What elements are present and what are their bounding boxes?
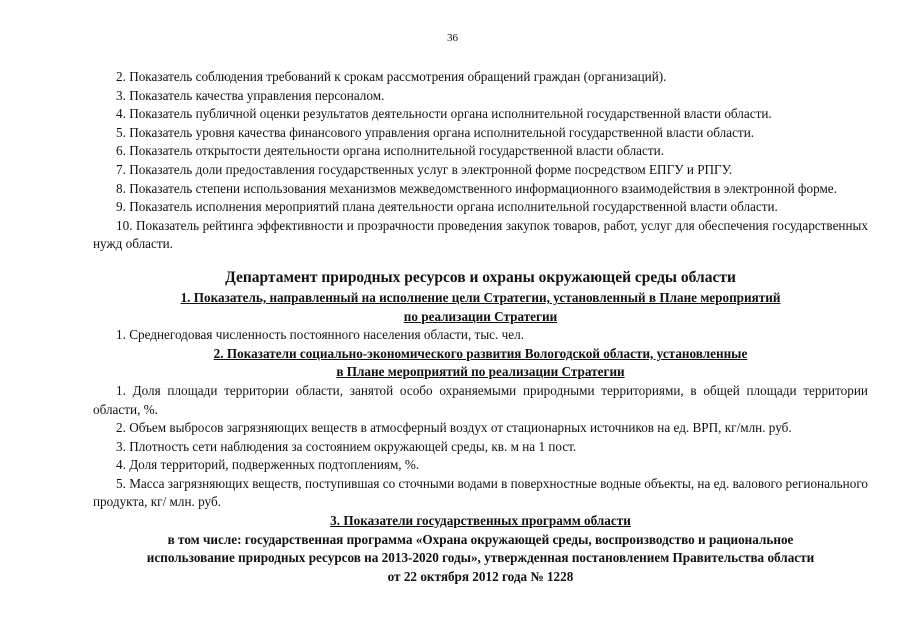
- list-item: 7. Показатель доли предоставления государственных услуг в электронной форме посредством ЕПГУ и РПГУ.: [116, 161, 733, 177]
- section2-item: 4. Доля территорий, подверженных подтоплениям, %.: [116, 457, 420, 473]
- section2-item: 5. Масса загрязняющих веществ, поступившая со сточными водами в поверхностные водные объекты, на ед. валового регионального продукта, кг/ млн. руб.: [93, 475, 868, 510]
- list-item: 2. Показатель соблюдения требований к срокам рассмотрения обращений граждан (организаций).: [116, 69, 667, 84]
- document-body: [93, 68, 868, 586]
- list-item: 4. Показатель публичной оценки результатов деятельности органа исполнительной государственной власти области.: [116, 106, 772, 122]
- section2-item: 1. Доля площади территории области, занятой особо охраняемыми природными территориями, в общей площади территории области, %.: [93, 382, 868, 417]
- program-line2: использование природных ресурсов на 2013-2020 годы», утвержденная постановлением Правительства области: [146, 550, 815, 566]
- section2-item: 2. Объем выбросов загрязняющих веществ в атмосферный воздух от стационарных источников на ед. ВРП, кг/млн. руб.: [116, 420, 792, 436]
- department-title: Департамент природных ресурсов и охраны окружающей среды области: [225, 268, 736, 286]
- section1-title-line1: 1. Показатель, направленный на исполнение цели Стратегии, установленный в Плане мероприятий: [180, 289, 781, 305]
- list-item: 3. Показатель качества управления персоналом.: [116, 87, 385, 103]
- list-item: 10. Показатель рейтинга эффективности и прозрачности проведения закупок товаров, работ, услуг для обеспечения государственных нужд области.: [93, 217, 868, 252]
- list-item: 6. Показатель открытости деятельности органа исполнительной государственной власти области.: [116, 143, 664, 159]
- section1-title-line2: по реализации Стратегии: [403, 308, 558, 324]
- list-item: 9. Показатель исполнения мероприятий плана деятельности органа исполнительной государственной власти области.: [116, 199, 778, 215]
- list-item: 5. Показатель уровня качества финансового управления органа исполнительной государственной власти области.: [116, 124, 755, 140]
- list-item: 8. Показатель степени использования механизмов межведомственного информационного взаимодействия в электронной форме.: [116, 180, 837, 196]
- section2-title-line1: 2. Показатели социально-экономического развития Вологодской области, установленные: [213, 345, 748, 361]
- section2-item: 3. Плотность сети наблюдения за состоянием окружающей среды, кв. м на 1 пост.: [116, 438, 577, 454]
- section3-title: 3. Показатели государственных программ области: [330, 513, 631, 529]
- section1-item: 1. Среднегодовая численность постоянного населения области, тыс. чел.: [116, 327, 524, 343]
- page-number: 36: [447, 32, 458, 44]
- section2-title-line2: в Плане мероприятий по реализации Стратегии: [336, 364, 625, 380]
- program-line1: в том числе: государственная программа «Охрана окружающей среды, воспроизводство и рациональное: [167, 531, 794, 547]
- program-line3: от 22 октября 2012 года № 1228: [387, 568, 574, 584]
